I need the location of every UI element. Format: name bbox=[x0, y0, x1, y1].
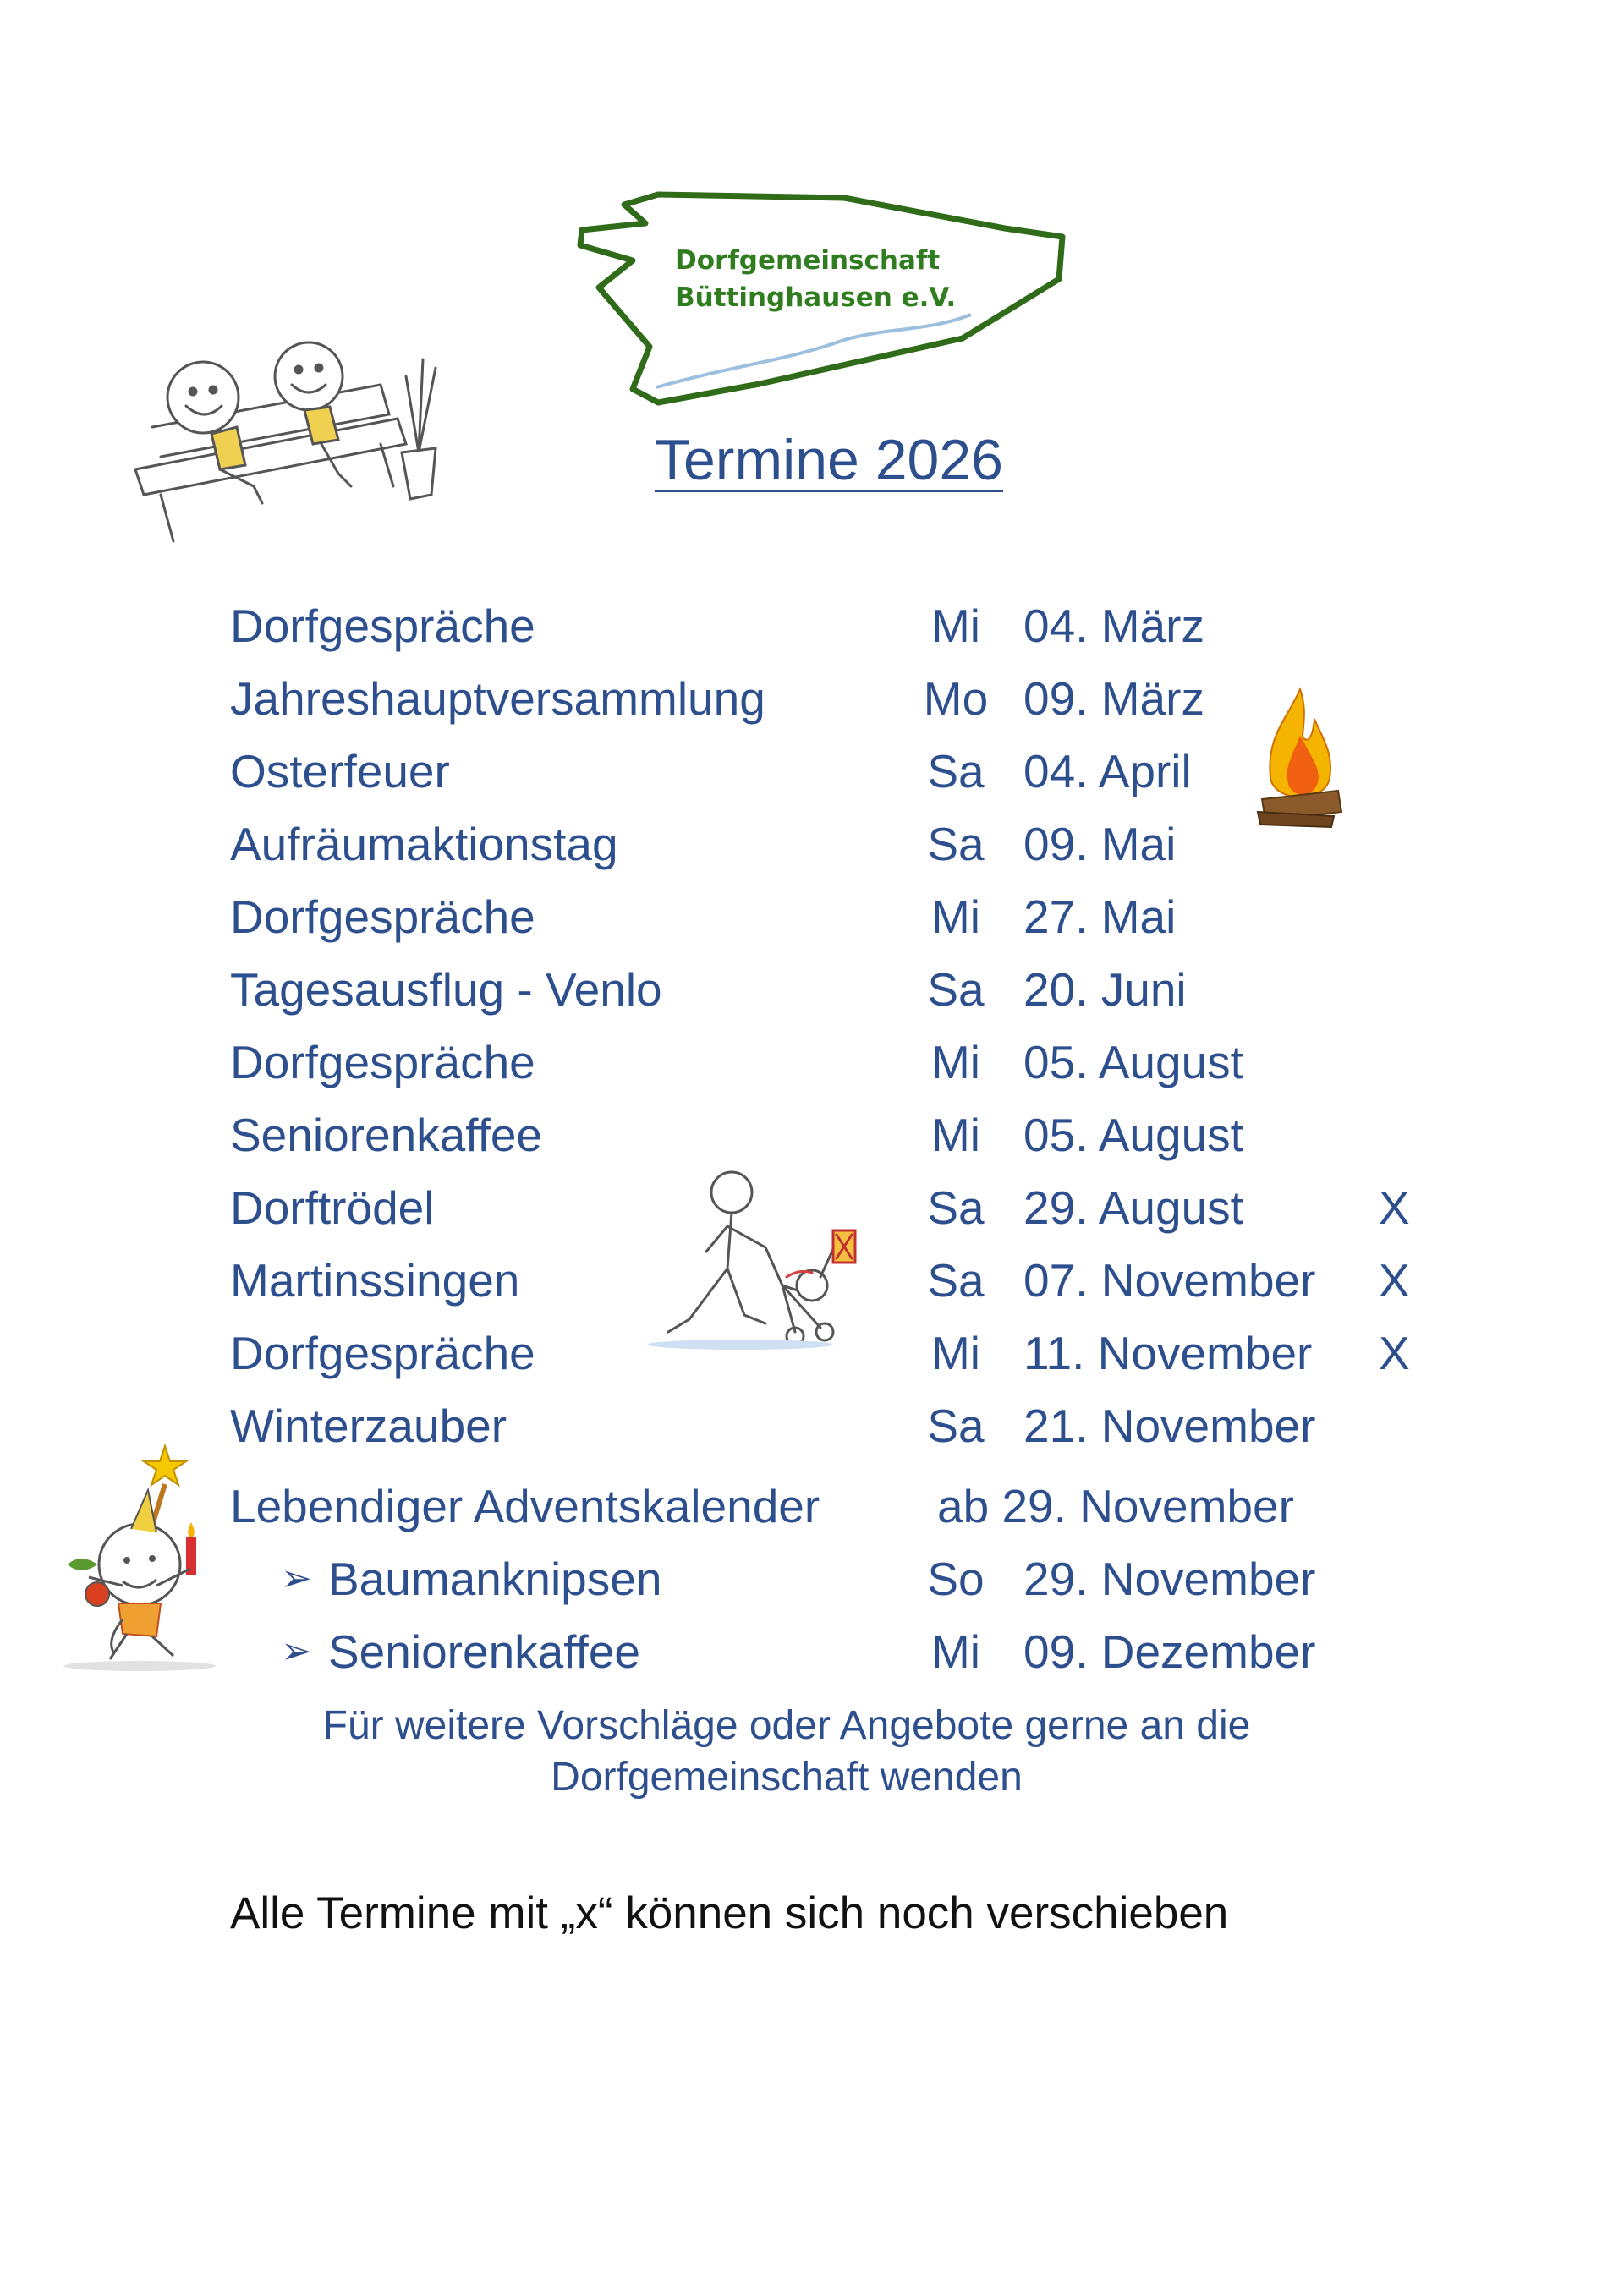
event-date: 09. März bbox=[1023, 672, 1204, 725]
advent-item-name: Seniorenkaffee bbox=[328, 1625, 640, 1678]
lantern-walk-icon bbox=[639, 1167, 867, 1353]
event-day: Mi bbox=[930, 1109, 981, 1161]
event-day: Sa bbox=[927, 745, 985, 797]
event-name: Winterzauber bbox=[230, 1400, 508, 1452]
event-day: Mi bbox=[930, 1327, 981, 1379]
advent-calendar-name: Lebendiger Adventskalender bbox=[230, 1480, 820, 1532]
event-date: 09. Mai bbox=[1023, 818, 1177, 870]
event-date: 05. August bbox=[1023, 1109, 1243, 1161]
arrow-bullet-icon: ➢ bbox=[281, 1630, 312, 1672]
two-people-on-bench-icon bbox=[127, 326, 465, 545]
event-date: 07. November bbox=[1023, 1254, 1316, 1307]
event-name: Dorfgespräche bbox=[230, 1036, 535, 1088]
event-date: 04. März bbox=[1023, 600, 1204, 652]
advent-item-name: Baumanknipsen bbox=[328, 1553, 662, 1605]
event-date: 29. August bbox=[1023, 1181, 1243, 1234]
event-name: Dorfgespräche bbox=[230, 1327, 535, 1379]
event-date: 27. Mai bbox=[1023, 890, 1177, 943]
event-name: Dorfgespräche bbox=[230, 600, 535, 652]
advent-item-day: So bbox=[927, 1553, 985, 1605]
event-name: Martinssingen bbox=[230, 1254, 520, 1307]
event-name: Dorftrödel bbox=[230, 1181, 435, 1234]
event-day: Mi bbox=[930, 1036, 981, 1088]
tentative-mark: X bbox=[1379, 1254, 1410, 1307]
event-name: Aufräumaktionstag bbox=[230, 818, 618, 870]
advent-figure-icon bbox=[38, 1438, 220, 1674]
event-name: Jahreshauptversammlung bbox=[230, 672, 765, 725]
event-day: Mi bbox=[930, 600, 981, 652]
event-day: Sa bbox=[927, 1400, 985, 1452]
advent-calendar-date: ab 29. November bbox=[937, 1480, 1294, 1532]
event-date: 04. April bbox=[1023, 745, 1192, 797]
event-date: 05. August bbox=[1023, 1036, 1243, 1088]
arrow-bullet-icon: ➢ bbox=[281, 1558, 312, 1599]
note-line2: Dorfgemeinschaft wenden bbox=[551, 1755, 1023, 1800]
tentative-mark: X bbox=[1379, 1327, 1410, 1379]
event-date: 20. Juni bbox=[1023, 963, 1187, 1016]
advent-item-date: 29. November bbox=[1023, 1553, 1316, 1605]
club-logo bbox=[565, 188, 1073, 416]
suggestions-note bbox=[220, 1700, 1353, 1803]
logo-line1: Dorfgemeinschaft bbox=[675, 245, 941, 276]
event-name: Osterfeuer bbox=[230, 745, 450, 797]
footer-notice: Alle Termine mit „x“ können sich noch verschieben bbox=[230, 1888, 1229, 1938]
event-day: Mo bbox=[923, 672, 989, 725]
advent-item-day: Mi bbox=[930, 1625, 981, 1678]
campfire-icon bbox=[1254, 685, 1347, 829]
logo-map-outline bbox=[565, 188, 1073, 416]
tentative-mark: X bbox=[1379, 1181, 1410, 1234]
page-title: Termine 2026 bbox=[654, 428, 1004, 492]
event-day: Mi bbox=[930, 890, 981, 943]
event-name: Dorfgespräche bbox=[230, 890, 535, 943]
event-day: Sa bbox=[927, 1254, 985, 1307]
advent-item-date: 09. Dezember bbox=[1023, 1625, 1316, 1678]
event-day: Sa bbox=[927, 818, 985, 870]
event-date: 11. November bbox=[1023, 1327, 1313, 1379]
event-date: 21. November bbox=[1023, 1400, 1316, 1452]
event-day: Sa bbox=[927, 1181, 985, 1234]
event-name: Tagesausflug - Venlo bbox=[230, 963, 662, 1016]
event-day: Sa bbox=[927, 963, 985, 1016]
note-line1: Für weitere Vorschläge oder Angebote gerne an die bbox=[322, 1703, 1251, 1748]
event-name: Seniorenkaffee bbox=[230, 1109, 542, 1161]
logo-line2: Büttinghausen e.V. bbox=[675, 282, 957, 313]
